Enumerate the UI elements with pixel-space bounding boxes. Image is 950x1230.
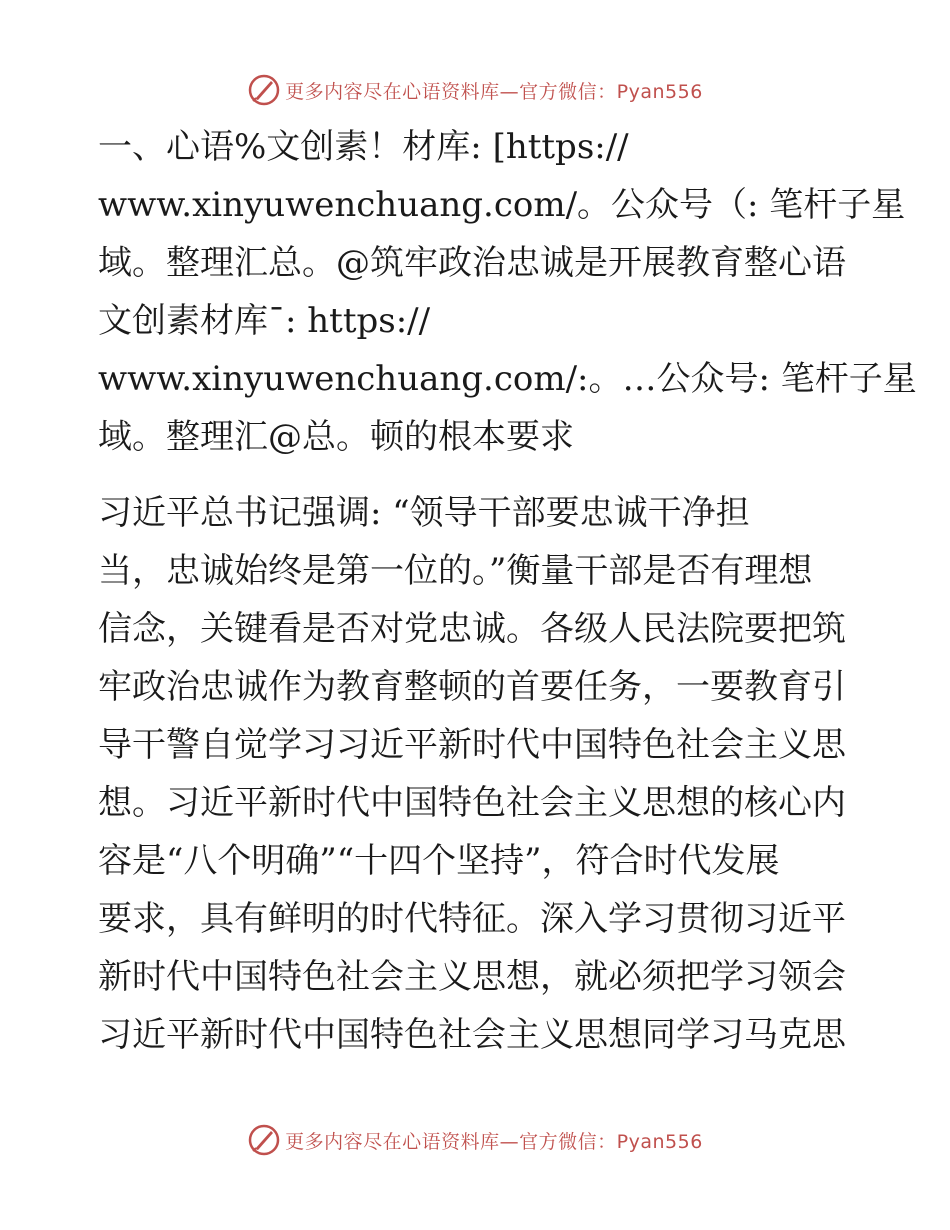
- text-line: 信念，关键看是否对党忠诚。各级人民法院要把筑: [98, 609, 846, 649]
- text-line: 文创素材库¯: https://: [98, 301, 431, 341]
- text-line: www.xinyuwenchuang.com/。公众号（: 笔杆子星: [98, 185, 906, 225]
- text-line: 习近平总书记强调: “领导干部要忠诚干净担: [98, 493, 750, 533]
- text-line: 导干警自觉学习习近平新时代中国特色社会主义思: [98, 725, 846, 765]
- footer-banner-text: 更多内容尽在心语资料库—官方微信：Pyan556: [285, 1130, 703, 1153]
- text-line: 想。习近平新时代中国特色社会主义思想的核心内: [98, 783, 846, 823]
- header-banner: [0, 70, 950, 110]
- text-line: www.xinyuwenchuang.com/:。…公众号: 笔杆子星: [98, 359, 917, 399]
- text-line: 新时代中国特色社会主义思想，就必须把学习领会: [98, 957, 846, 997]
- quill-pen-logo-icon: [247, 1123, 281, 1157]
- text-line: 当，忠诚始终是第一位的。”衡量干部是否有理想: [98, 551, 813, 591]
- text-line: 牢政治忠诚作为教育整顿的首要任务，一要教育引: [98, 667, 846, 707]
- text-line: 域。整理汇@总。顿的根本要求: [98, 417, 574, 457]
- header-banner-text: 更多内容尽在心语资料库—官方微信：Pyan556: [285, 80, 703, 103]
- text-line: 容是“八个明确”“十四个坚持”，符合时代发展: [98, 841, 780, 881]
- paragraph-2: [98, 484, 850, 1064]
- text-line: 要求，具有鲜明的时代特征。深入学习贯彻习近平: [98, 899, 846, 939]
- quill-pen-logo-icon: [247, 73, 281, 107]
- footer-banner: [0, 1120, 950, 1160]
- text-line: 一、心语%文创素！材库: [https://: [98, 127, 629, 167]
- text-line: 习近平新时代中国特色社会主义思想同学习马克思: [98, 1015, 846, 1055]
- text-line: 域。整理汇总。@筑牢政治忠诚是开展教育整心语: [98, 243, 846, 283]
- paragraph-1: [98, 118, 917, 466]
